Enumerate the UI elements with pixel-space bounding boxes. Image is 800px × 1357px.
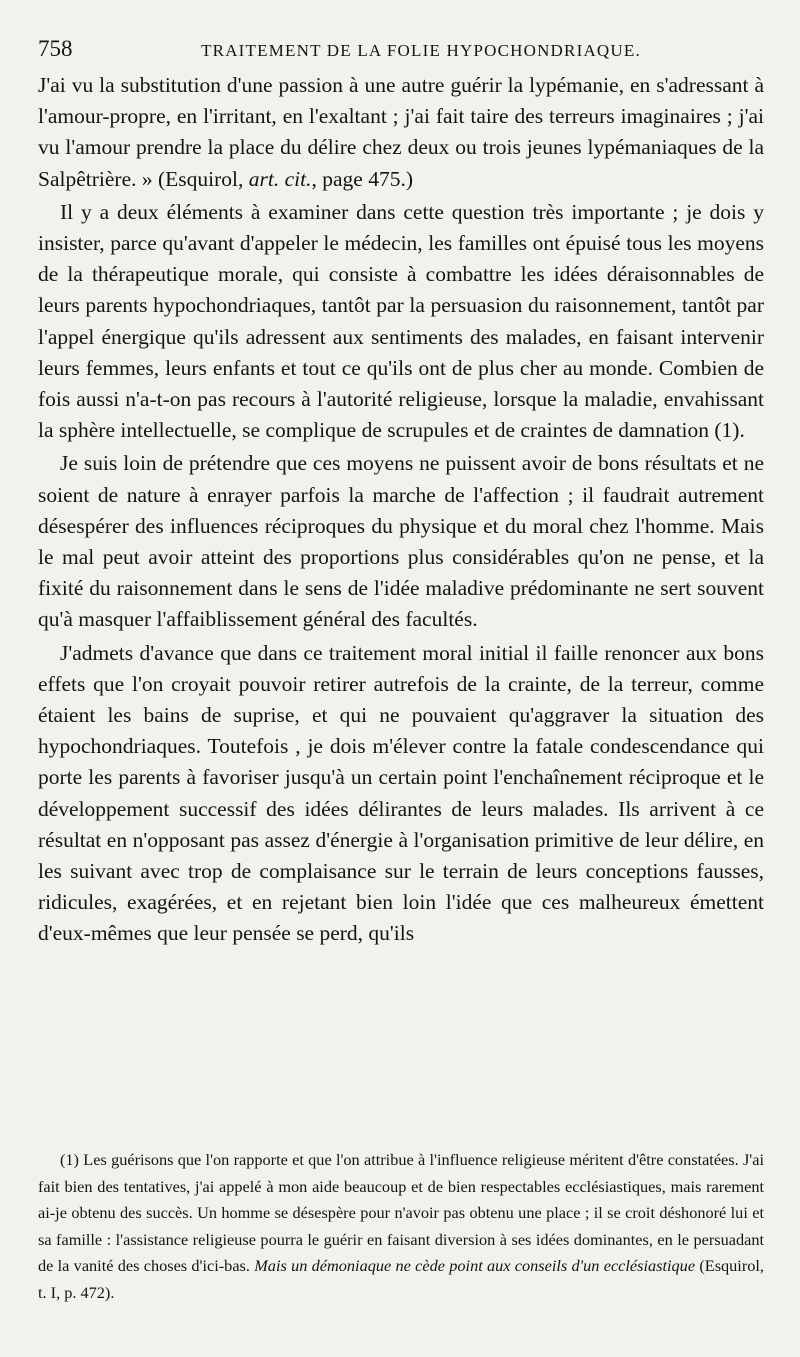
paragraph-4: J'admets d'avance que dans ce traitement moral initial il faille renoncer aux bons effets que l'on croyait pouvoir retirer autrefois de la crainte, de la terreur, comme étaient les bains de suprise, et qui ne pouvaient qu'aggraver la situation des hypochondriaques. Toutefois , je dois m'élever contre la fatale condescendance qui porte les parents à favoriser jusqu'à un certain point l'enchaînement réciproque et le développement successif des idées délirantes de leurs malades. Ils arrivent à ce résultat en n'opposant pas assez d'énergie à l'organisation primitive de leur délire, en les suivant avec trop de complaisance sur le terrain de leurs conceptions fausses, ridicules, exagérées, et en rejetant bien loin l'idée que ces malheureux émettent d'eux-mêmes que leur pensée se perd, qu'ils: [38, 640, 764, 946]
paragraph-1: [38, 70, 764, 195]
paragraph-1-text: J'ai vu la substitution d'une passion à une autre guérir la lypémanie, en s'adressant à l'amour-propre, en l'irritant, en l'exaltant ; j'ai fait taire des terreurs imaginaires ; j'ai vu l'amour prendre la place du délire chez deux ou trois jeunes lypémaniaques de la Salpêtrière. » (Esquirol,: [38, 73, 764, 191]
body-text: [38, 70, 764, 950]
footnote-1: [38, 1147, 764, 1307]
footnote: [38, 1147, 764, 1307]
footnote-quote: Mais un démoniaque ne cède point aux conseils d'un ecclésiastique: [254, 1256, 696, 1276]
footnote-citation: (Esquirol, t. I, p. 472).: [38, 1256, 764, 1302]
paragraph-1-citation: art. cit.: [248, 166, 312, 191]
paragraph-3: Je suis loin de prétendre que ces moyens ne puissent avoir de bons résultats et ne soient de nature à enrayer parfois la marche de l'affection ; il faudrait autrement désespérer des influences réciproques du physique et du moral chez l'homme. Mais le mal peut avoir atteint des proportions plus considérables qu'on ne pense, et la fixité du raisonnement dans le sens de l'idée maladive prédominante ne sert souvent qu'à masquer l'affaiblissement général des facultés.: [38, 451, 764, 632]
running-head: TRAITEMENT DE LA FOLIE HYPOCHONDRIAQUE.: [201, 41, 641, 60]
paragraph-2: Il y a deux éléments à examiner dans cette question très importante ; je dois y insister, parce qu'avant d'appeler le médecin, les familles ont épuisé tous les moyens de la thérapeutique morale, qui consiste à combattre les idées déraisonnables de leurs parents hypochondriaques, tantôt par la persuasion du raisonnement, tantôt par l'appel énergique qu'ils adressent aux sentiments des malades, en faisant intervenir leurs femmes, leurs enfants et tout ce qu'ils ont de plus cher au monde. Combien de fois aussi n'a-t-on pas recours à l'autorité religieuse, lorsque la maladie, envahissant la sphère intellectuelle, se complique de scrupules et de craintes de damnation (1).: [38, 199, 764, 443]
page-header: [38, 36, 764, 70]
paragraph-1-end: , page 475.): [311, 166, 413, 191]
page-number: 758: [38, 36, 73, 61]
footnote-text: (1) Les guérisons que l'on rapporte et que l'on attribue à l'influence religieuse méritent d'être constatées. J'ai fait bien des tentatives, j'ai appelé à mon aide beaucoup et de bien respectables ecclésiastiques, mais rarement ai-je obtenu des succès. Un homme se désespère pour n'avoir pas obtenu une place ; il se croit déshonoré lui et sa famille : l'assistance religieuse pourra le guérir en faisant diversion à ses idées dominantes, en le persuadant de la vanité des choses d'ici-bas.: [38, 1150, 764, 1276]
